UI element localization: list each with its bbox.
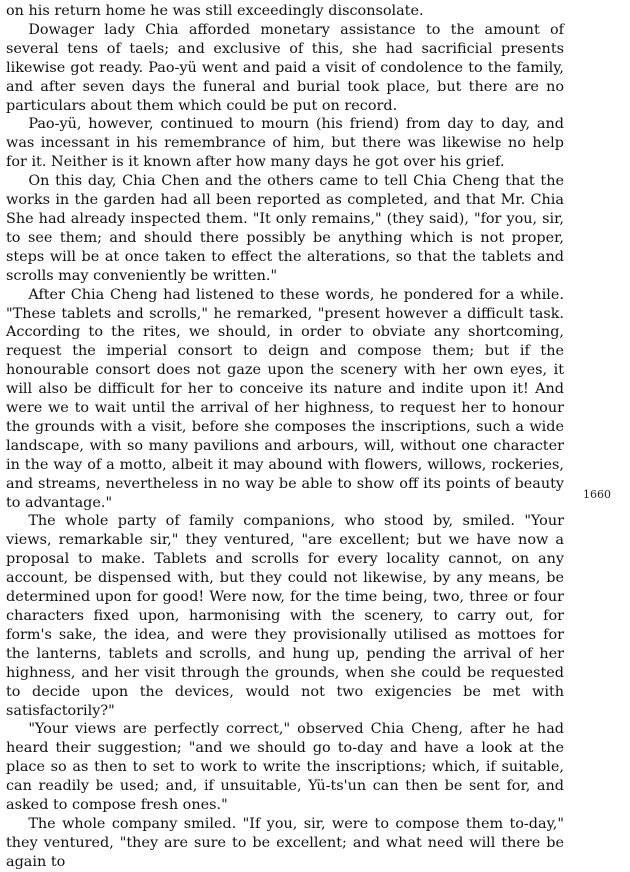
paragraph-8: The whole company smiled. "If you, sir, were to compose them to-day," they ventured, "they are sure to be excellent; and what need will there be again to bbox=[6, 815, 564, 870]
paragraph-3: Pao-yü, however, continued to mourn (his friend) from day to day, and was incessant in his remembrance of him, but there was likewise no help for it. Neither is it known after how many days he got over his grief. bbox=[6, 116, 564, 171]
paragraph-4: On this day, Chia Chen and the others came to tell Chia Cheng that the works in the garden had all been reported as completed, and that Mr. Chia She had already inspected them. "It only remains," (they said), "for you, sir, to see them; and should there possibly be anything which is not proper, steps will be at once taken to effect the alterations, so that the tablets and scrolls may conveniently be written." bbox=[6, 173, 564, 284]
paragraph-2: Dowager lady Chia afforded monetary assistance to the amount of several tens of taels; and exclusive of this, she had sacrificial presents likewise got ready. Pao-yü went and paid a visit of condolence to the family, and after seven days the funeral and burial took place, but there are no particulars about them which could be put on record. bbox=[6, 21, 564, 114]
paragraph-6: The whole party of family companions, who stood by, smiled. "Your views, remarkable sir," they ventured, "are excellent; but we have now a proposal to make. Tablets and scrolls for every locality cannot, on any account, be dispensed with, but they could not likewise, by any means, be determined upon for good! Were now, for the time being, two, three or four characters fixed upon, harmonising with the scenery, to carry out, for form's sake, the idea, and were they provisionally utilised as mottoes for the lanterns, tablets and scrolls, and hung up, pending the arrival of her highness, and her visit through the grounds, when she could be requested to decide upon the devices, would not two exigencies be met with satisfactorily?" bbox=[6, 513, 564, 719]
page-body bbox=[6, 2, 564, 872]
paragraph-5: After Chia Cheng had listened to these words, he pondered for a while. "These tablets and scrolls," he remarked, "present however a difficult task. According to the rites, we should, in order to obviate any shortcoming, request the imperial consort to deign and compose them; but if the honourable consort does not gaze upon the scenery with her own eyes, it will also be difficult for her to conceive its nature and indite upon it! And were we to wait until the arrival of her highness, to request her to honour the grounds with a visit, before she composes the inscriptions, such a wide landscape, with so many pavilions and arbours, will, without one character in the way of a motto, albeit it may abound with flowers, willows, rockeries, and streams, nevertheless in no way be able to show off its points of beauty to advantage." bbox=[6, 286, 564, 511]
paragraph-1: on his return home he was still exceedingly disconsolate. bbox=[6, 3, 424, 19]
page-marker: 1660 bbox=[583, 488, 611, 501]
paragraph-7: "Your views are perfectly correct," observed Chia Cheng, after he had heard their suggestion; "and we should go to-day and have a look at the place so as then to set to work to write the inscriptions; which, if suitable, can readily be used; and, if unsuitable, Yü-ts'un can then be sent for, and asked to compose fresh ones." bbox=[6, 721, 564, 814]
